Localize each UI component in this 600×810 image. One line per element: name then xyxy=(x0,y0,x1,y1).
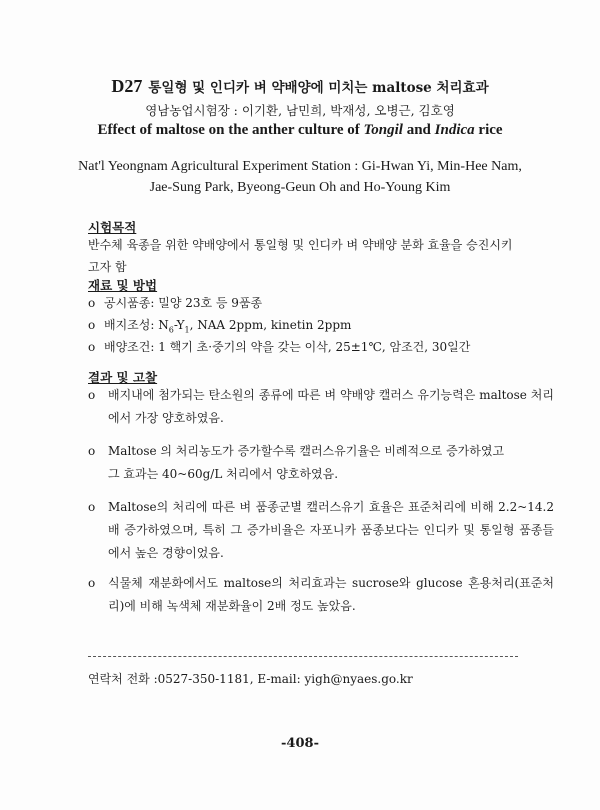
page-number: -408- xyxy=(281,736,319,751)
objective-line-2: 고자 함 xyxy=(88,260,127,274)
bullet-mark: o xyxy=(88,388,96,402)
materials-item-text: 배양조건: 1 핵기 초·중기의 약을 갖는 이삭, 25±1℃, 암조건, 30일간 xyxy=(104,340,471,354)
objective-line-1: 반수체 육종을 위한 약배양에서 통일형 및 인디카 벼 약배양 분화 효율을 승진시키 xyxy=(88,238,513,252)
materials-item-text: 공시품종: 밀양 23호 등 9품종 xyxy=(104,296,263,310)
abstract-code: D27 xyxy=(111,76,143,96)
results-heading: 결과 및 고찰 xyxy=(88,370,158,385)
bullet-mark: o xyxy=(88,296,96,310)
affiliation-line-2: Jae-Sung Park, Byeong-Geun Oh and Ho-Young Kim xyxy=(149,180,451,195)
title-en-tongil: Tongil xyxy=(363,122,403,138)
bullet-mark: o xyxy=(88,318,96,332)
result-text-3: Maltose의 처리에 따른 벼 품종군별 캘러스유기 효율은 표준처리에 비해 2.2~14.2배 증가하였으며, 특히 그 증가비율은 자포니카 품종보다는 인디카 및 통일형 품종들에서 높은 경향이었음. xyxy=(108,500,554,560)
materials-item-conditions xyxy=(88,336,548,358)
title-en-indica: Indica xyxy=(434,122,475,138)
objective-text xyxy=(88,234,548,278)
divider xyxy=(88,656,518,657)
materials-heading: 재료 및 방법 xyxy=(88,278,158,293)
result-item-3 xyxy=(88,496,554,565)
result-text-2b: 그 효과는 40~60g/L 처리에서 양호하였음. xyxy=(108,467,339,481)
medium-text: 배지조성: N xyxy=(104,318,169,332)
bullet-mark: o xyxy=(88,500,96,514)
title-en-part: Effect of maltose on the anther culture of xyxy=(97,122,364,138)
authors-korean: 영남농업시험장 : 이기환, 남민희, 박재성, 오병근, 김호영 xyxy=(145,103,455,118)
result-item-4 xyxy=(88,572,554,618)
title-en-and: and xyxy=(402,122,435,138)
result-item-2 xyxy=(88,440,554,486)
result-item-1 xyxy=(88,384,554,430)
contact-info: 연락처 전화 :0527-350-1181, E-mail: yigh@nyaes.go.kr xyxy=(88,672,413,686)
objective-heading: 시험목적 xyxy=(88,220,137,235)
title-en-end: rice xyxy=(474,122,503,138)
result-text-4: 식물체 재분화에서도 maltose의 처리효과는 sucrose와 glucose 혼용처리(표준처리)에 비해 녹색체 재분화율이 2배 정도 높았음. xyxy=(108,576,554,613)
result-text-1: 배지내에 첨가되는 탄소원의 종류에 따른 벼 약배양 캘러스 유기능력은 maltose 처리에서 가장 양호하였음. xyxy=(108,388,554,425)
medium-text-mid: -Y xyxy=(173,318,185,332)
affiliation-line-1: Nat'l Yeongnam Agricultural Experiment Station : Gi-Hwan Yi, Min-Hee Nam, xyxy=(78,159,522,174)
medium-sub-1: 6 xyxy=(168,325,174,335)
result-text-2a: Maltose 의 처리농도가 증가할수록 캘러스유기율은 비례적으로 증가하였고 xyxy=(108,444,505,458)
medium-text-post: , NAA 2ppm, kinetin 2ppm xyxy=(189,318,352,332)
bullet-mark: o xyxy=(88,576,96,590)
medium-sub-2: 1 xyxy=(184,325,190,335)
materials-item-varieties xyxy=(88,292,548,314)
bullet-mark: o xyxy=(88,340,96,354)
title-korean: 통일형 및 인디카 벼 약배양에 미치는 maltose 처리효과 xyxy=(148,80,489,96)
paper-title xyxy=(0,76,600,97)
bullet-mark: o xyxy=(88,444,96,458)
title-english xyxy=(0,122,600,139)
